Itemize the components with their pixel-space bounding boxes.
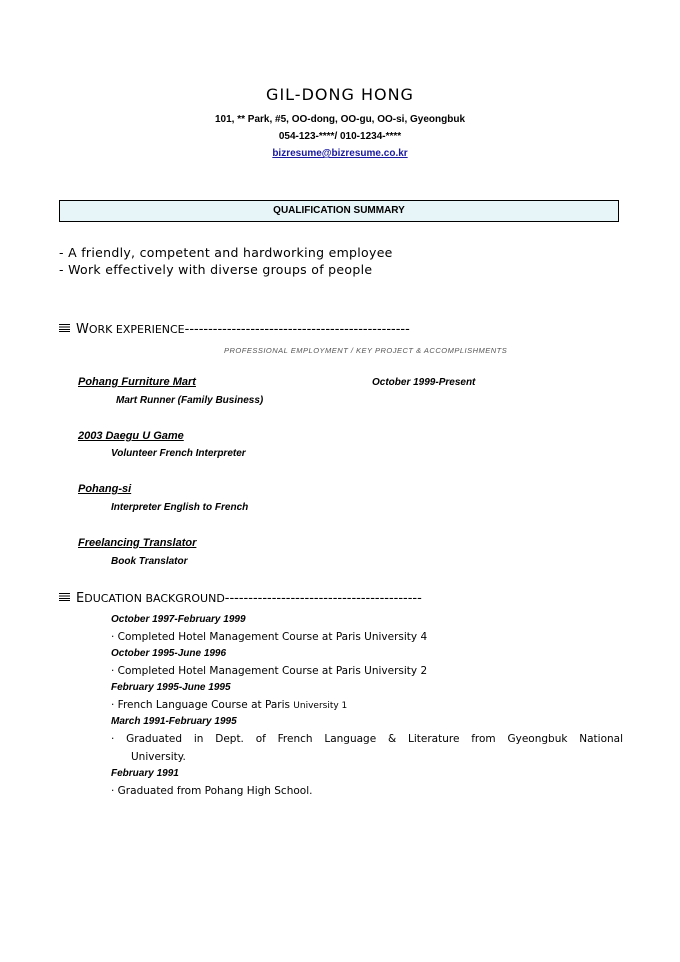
- education-detail: · Graduated in Dept. of French Language & Literature from Gyeongbuk National: [111, 733, 623, 745]
- education-detail: · Completed Hotel Management Course at Paris University 2: [111, 665, 428, 677]
- work-experience-heading: WORK EXPERIENCE------------------------------------------------: [59, 322, 410, 337]
- work-company: Pohang Furniture Mart: [78, 376, 196, 388]
- education-date: February 1991: [111, 768, 179, 779]
- work-role: Interpreter English to French: [111, 502, 249, 513]
- qualification-item: - A friendly, competent and hardworking employee: [59, 245, 393, 260]
- list-icon: [59, 593, 70, 602]
- work-role: Volunteer French Interpreter: [111, 448, 246, 459]
- education-date: October 1995-June 1996: [111, 648, 227, 659]
- list-icon: [59, 324, 70, 333]
- email-line: [0, 148, 680, 159]
- education-heading: EDUCATION BACKGROUND------------------------------------------: [59, 591, 422, 606]
- education-detail: · Completed Hotel Management Course at Paris University 4: [111, 631, 428, 643]
- work-company: Freelancing Translator: [78, 537, 197, 549]
- applicant-name: GIL-DONG HONG: [266, 85, 414, 104]
- education-date: March 1991-February 1995: [111, 716, 237, 727]
- education-date: October 1997-February 1999: [111, 614, 246, 625]
- phone: 054-123-****/ 010-1234-****: [278, 131, 402, 142]
- education-date: February 1995-June 1995: [111, 682, 231, 693]
- education-detail: · Graduated from Pohang High School.: [111, 785, 313, 797]
- work-company: Pohang-si: [78, 483, 132, 495]
- education-detail-continued: University.: [131, 751, 186, 763]
- email-link[interactable]: bizresume@bizresume.co.kr: [272, 148, 408, 159]
- education-detail: · French Language Course at Paris University 1: [111, 699, 348, 711]
- work-subtitle: PROFESSIONAL EMPLOYMENT / KEY PROJECT & ACCOMPLISHMENTS: [224, 346, 508, 355]
- qualification-summary-heading: QUALIFICATION SUMMARY: [59, 200, 619, 222]
- work-role: Mart Runner (Family Business): [116, 395, 264, 406]
- work-role: Book Translator: [111, 556, 188, 567]
- qualification-item: - Work effectively with diverse groups of people: [59, 262, 373, 277]
- work-company: 2003 Daegu U Game: [78, 430, 184, 442]
- work-date: October 1999-Present: [372, 377, 476, 388]
- address: 101, ** Park, #5, OO-dong, OO-gu, OO-si, Gyeongbuk: [214, 114, 466, 125]
